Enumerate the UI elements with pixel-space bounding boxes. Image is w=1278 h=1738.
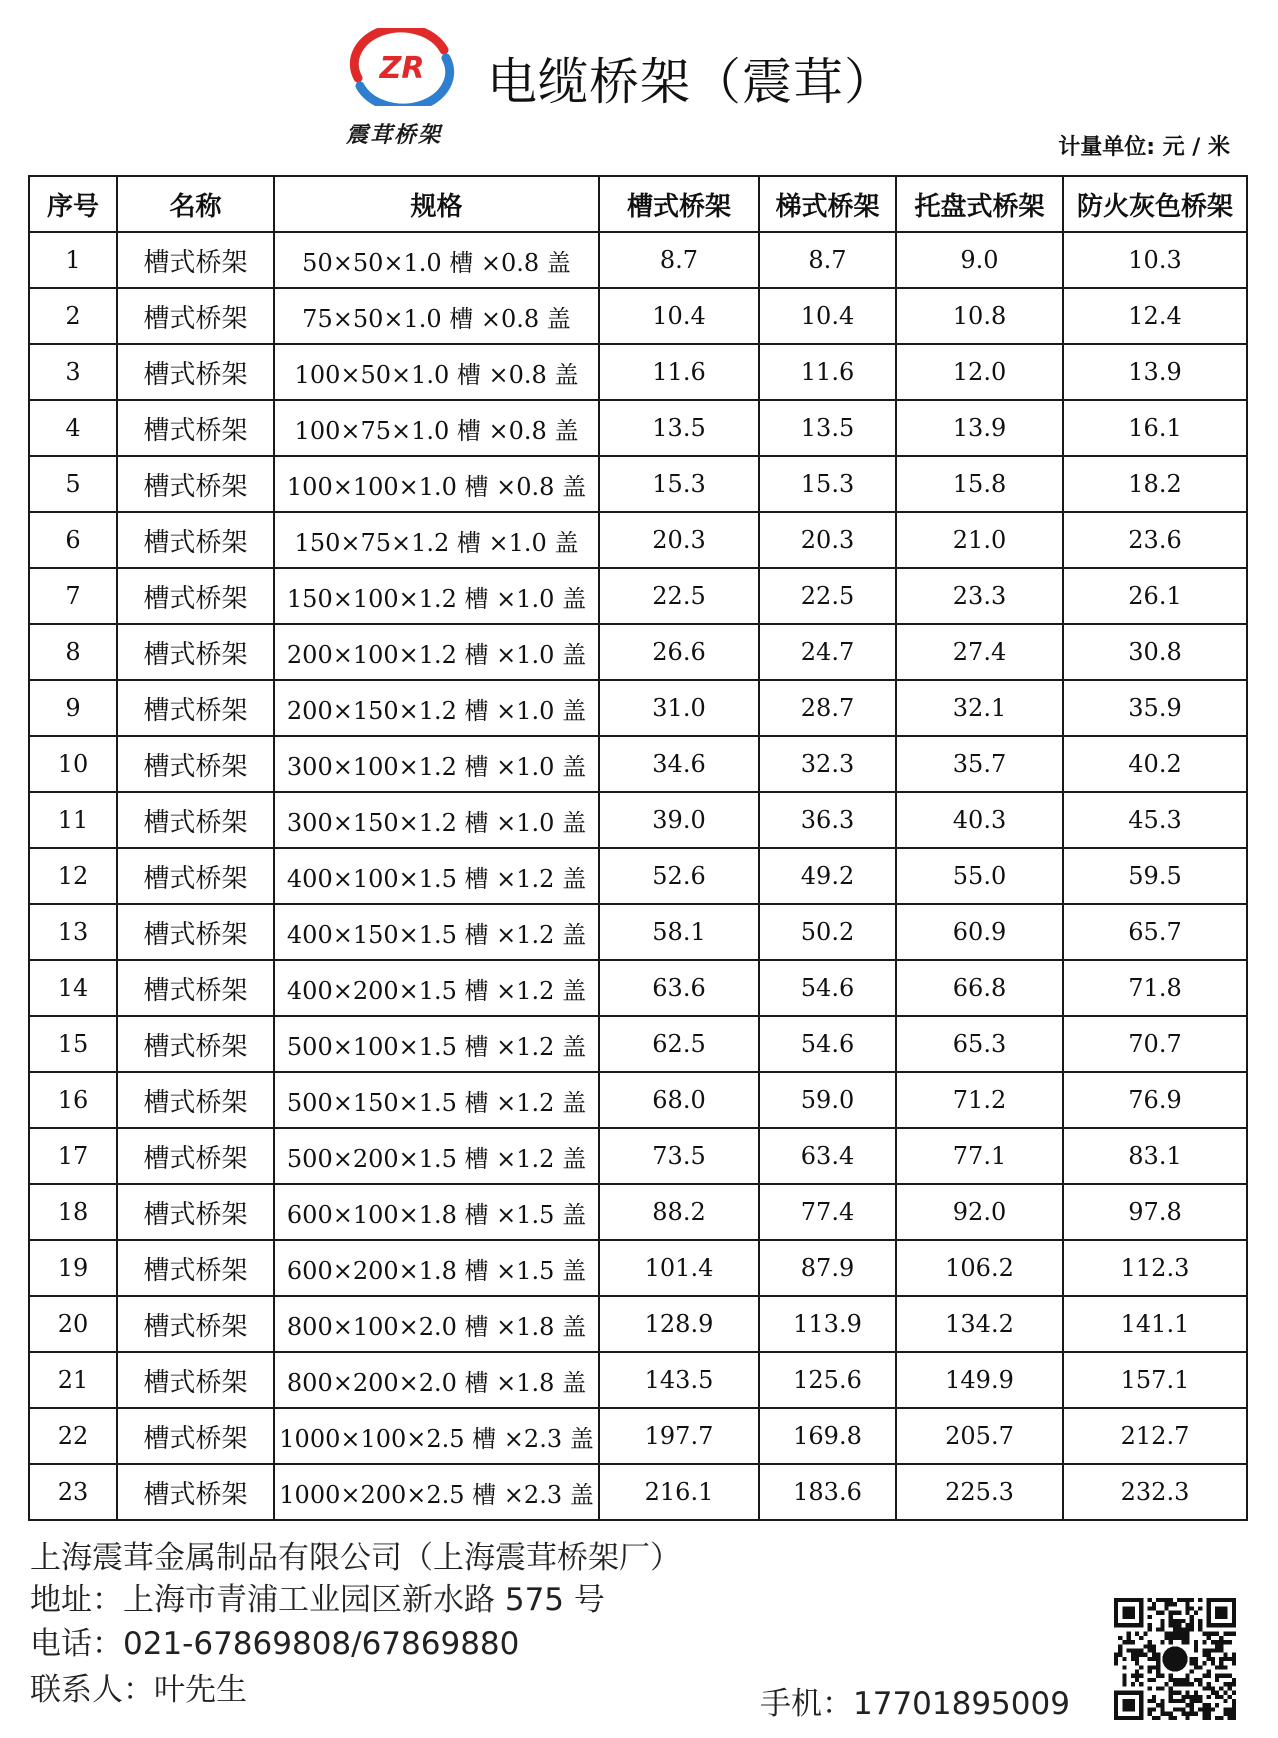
row-spec: 150×75×1.2 槽 ×1.0 盖 [274, 512, 599, 568]
row-fireproof-price: 23.6 [1063, 512, 1247, 568]
row-fireproof-price: 76.9 [1063, 1072, 1247, 1128]
row-index: 12 [29, 848, 117, 904]
table-row [29, 736, 1247, 792]
qr-code-icon [1114, 1598, 1236, 1720]
row-ladder-price: 36.3 [759, 792, 896, 848]
row-spec: 200×100×1.2 槽 ×1.0 盖 [274, 624, 599, 680]
row-ladder-price: 125.6 [759, 1352, 896, 1408]
row-perforated-price: 10.8 [896, 288, 1063, 344]
row-name: 槽式桥架 [117, 456, 274, 512]
row-spec: 600×200×1.8 槽 ×1.5 盖 [274, 1240, 599, 1296]
row-index: 16 [29, 1072, 117, 1128]
row-ladder-price: 77.4 [759, 1184, 896, 1240]
row-ladder-price: 28.7 [759, 680, 896, 736]
header-trough-tray: 槽式桥架 [599, 176, 759, 232]
row-index: 17 [29, 1128, 117, 1184]
row-index: 10 [29, 736, 117, 792]
table-row [29, 624, 1247, 680]
row-fireproof-price: 35.9 [1063, 680, 1247, 736]
row-name: 槽式桥架 [117, 680, 274, 736]
row-fireproof-price: 10.3 [1063, 232, 1247, 288]
row-index: 9 [29, 680, 117, 736]
row-ladder-price: 24.7 [759, 624, 896, 680]
logo-text: 震茸桥架 [346, 122, 443, 148]
row-spec: 1000×100×2.5 槽 ×2.3 盖 [274, 1408, 599, 1464]
row-fireproof-price: 97.8 [1063, 1184, 1247, 1240]
row-fireproof-price: 12.4 [1063, 288, 1247, 344]
row-name: 槽式桥架 [117, 1464, 274, 1520]
table-row [29, 904, 1247, 960]
row-name: 槽式桥架 [117, 792, 274, 848]
row-name: 槽式桥架 [117, 1240, 274, 1296]
row-fireproof-price: 18.2 [1063, 456, 1247, 512]
row-spec: 400×100×1.5 槽 ×1.2 盖 [274, 848, 599, 904]
price-table [28, 175, 1248, 1521]
row-fireproof-price: 40.2 [1063, 736, 1247, 792]
row-fireproof-price: 59.5 [1063, 848, 1247, 904]
row-perforated-price: 106.2 [896, 1240, 1063, 1296]
row-trough-price: 26.6 [599, 624, 759, 680]
table-row [29, 400, 1247, 456]
row-spec: 800×200×2.0 槽 ×1.8 盖 [274, 1352, 599, 1408]
table-row [29, 512, 1247, 568]
row-index: 11 [29, 792, 117, 848]
row-fireproof-price: 13.9 [1063, 344, 1247, 400]
company-name: 上海震茸金属制品有限公司（上海震茸桥架厂） [30, 1540, 681, 1576]
row-fireproof-price: 70.7 [1063, 1016, 1247, 1072]
row-fireproof-price: 16.1 [1063, 400, 1247, 456]
company-address: 地址：上海市青浦工业园区新水路 575 号 [30, 1582, 605, 1618]
header-index: 序号 [29, 176, 117, 232]
page-header [0, 0, 1278, 170]
row-name: 槽式桥架 [117, 232, 274, 288]
table-row [29, 1296, 1247, 1352]
row-trough-price: 62.5 [599, 1016, 759, 1072]
table-row [29, 568, 1247, 624]
row-fireproof-price: 212.7 [1063, 1408, 1247, 1464]
table-row [29, 1240, 1247, 1296]
row-trough-price: 128.9 [599, 1296, 759, 1352]
row-fireproof-price: 45.3 [1063, 792, 1247, 848]
row-fireproof-price: 71.8 [1063, 960, 1247, 1016]
row-index: 13 [29, 904, 117, 960]
row-perforated-price: 21.0 [896, 512, 1063, 568]
row-index: 1 [29, 232, 117, 288]
page-title: 电缆桥架（震茸） [487, 53, 895, 111]
row-ladder-price: 169.8 [759, 1408, 896, 1464]
table-row [29, 960, 1247, 1016]
row-ladder-price: 32.3 [759, 736, 896, 792]
row-trough-price: 88.2 [599, 1184, 759, 1240]
row-index: 5 [29, 456, 117, 512]
row-spec: 100×100×1.0 槽 ×0.8 盖 [274, 456, 599, 512]
row-spec: 1000×200×2.5 槽 ×2.3 盖 [274, 1464, 599, 1520]
row-perforated-price: 149.9 [896, 1352, 1063, 1408]
row-name: 槽式桥架 [117, 512, 274, 568]
table-row [29, 1464, 1247, 1520]
row-spec: 600×100×1.8 槽 ×1.5 盖 [274, 1184, 599, 1240]
row-perforated-price: 71.2 [896, 1072, 1063, 1128]
row-perforated-price: 12.0 [896, 344, 1063, 400]
table-row [29, 456, 1247, 512]
row-ladder-price: 15.3 [759, 456, 896, 512]
row-ladder-price: 183.6 [759, 1464, 896, 1520]
row-perforated-price: 35.7 [896, 736, 1063, 792]
row-name: 槽式桥架 [117, 568, 274, 624]
row-perforated-price: 55.0 [896, 848, 1063, 904]
table-body [29, 232, 1247, 1520]
row-name: 槽式桥架 [117, 1072, 274, 1128]
table-row [29, 680, 1247, 736]
row-spec: 400×150×1.5 槽 ×1.2 盖 [274, 904, 599, 960]
row-trough-price: 73.5 [599, 1128, 759, 1184]
row-ladder-price: 49.2 [759, 848, 896, 904]
row-spec: 100×50×1.0 槽 ×0.8 盖 [274, 344, 599, 400]
row-name: 槽式桥架 [117, 1184, 274, 1240]
row-perforated-price: 66.8 [896, 960, 1063, 1016]
row-ladder-price: 113.9 [759, 1296, 896, 1352]
row-trough-price: 13.5 [599, 400, 759, 456]
row-trough-price: 63.6 [599, 960, 759, 1016]
row-index: 4 [29, 400, 117, 456]
row-index: 20 [29, 1296, 117, 1352]
row-name: 槽式桥架 [117, 344, 274, 400]
header-fireproof-tray: 防火灰色桥架 [1063, 176, 1247, 232]
row-fireproof-price: 30.8 [1063, 624, 1247, 680]
row-perforated-price: 60.9 [896, 904, 1063, 960]
mobile-number: 手机：17701895009 [760, 1686, 1070, 1722]
row-name: 槽式桥架 [117, 960, 274, 1016]
row-index: 19 [29, 1240, 117, 1296]
row-trough-price: 197.7 [599, 1408, 759, 1464]
row-ladder-price: 50.2 [759, 904, 896, 960]
row-fireproof-price: 65.7 [1063, 904, 1247, 960]
header-ladder-tray: 梯式桥架 [759, 176, 896, 232]
row-fireproof-price: 112.3 [1063, 1240, 1247, 1296]
table-row [29, 344, 1247, 400]
table-row [29, 1128, 1247, 1184]
row-ladder-price: 54.6 [759, 1016, 896, 1072]
row-perforated-price: 32.1 [896, 680, 1063, 736]
row-ladder-price: 20.3 [759, 512, 896, 568]
row-perforated-price: 92.0 [896, 1184, 1063, 1240]
row-spec: 800×100×2.0 槽 ×1.8 盖 [274, 1296, 599, 1352]
row-spec: 500×150×1.5 槽 ×1.2 盖 [274, 1072, 599, 1128]
row-trough-price: 68.0 [599, 1072, 759, 1128]
row-perforated-price: 27.4 [896, 624, 1063, 680]
logo-mark: ZR [379, 51, 425, 86]
row-trough-price: 58.1 [599, 904, 759, 960]
row-ladder-price: 8.7 [759, 232, 896, 288]
contact-person: 联系人：叶先生 [30, 1672, 247, 1708]
row-index: 6 [29, 512, 117, 568]
row-perforated-price: 77.1 [896, 1128, 1063, 1184]
table-row [29, 1408, 1247, 1464]
row-index: 15 [29, 1016, 117, 1072]
row-ladder-price: 22.5 [759, 568, 896, 624]
row-trough-price: 15.3 [599, 456, 759, 512]
row-ladder-price: 11.6 [759, 344, 896, 400]
row-name: 槽式桥架 [117, 736, 274, 792]
company-phone: 电话：021-67869808/67869880 [30, 1626, 520, 1662]
row-index: 21 [29, 1352, 117, 1408]
row-spec: 400×200×1.5 槽 ×1.2 盖 [274, 960, 599, 1016]
row-index: 22 [29, 1408, 117, 1464]
row-spec: 300×100×1.2 槽 ×1.0 盖 [274, 736, 599, 792]
table-row [29, 1184, 1247, 1240]
row-name: 槽式桥架 [117, 1296, 274, 1352]
row-perforated-price: 9.0 [896, 232, 1063, 288]
row-index: 7 [29, 568, 117, 624]
row-perforated-price: 23.3 [896, 568, 1063, 624]
row-perforated-price: 40.3 [896, 792, 1063, 848]
row-trough-price: 10.4 [599, 288, 759, 344]
row-fireproof-price: 232.3 [1063, 1464, 1247, 1520]
header-perforated-tray: 托盘式桥架 [896, 176, 1063, 232]
table-header-row [29, 176, 1247, 232]
row-name: 槽式桥架 [117, 1352, 274, 1408]
row-name: 槽式桥架 [117, 1016, 274, 1072]
row-ladder-price: 59.0 [759, 1072, 896, 1128]
row-spec: 100×75×1.0 槽 ×0.8 盖 [274, 400, 599, 456]
row-ladder-price: 13.5 [759, 400, 896, 456]
row-spec: 200×150×1.2 槽 ×1.0 盖 [274, 680, 599, 736]
row-index: 18 [29, 1184, 117, 1240]
header-name: 名称 [117, 176, 274, 232]
row-trough-price: 22.5 [599, 568, 759, 624]
unit-note: 计量单位: 元 / 米 [1058, 135, 1230, 160]
row-ladder-price: 87.9 [759, 1240, 896, 1296]
row-perforated-price: 225.3 [896, 1464, 1063, 1520]
row-index: 3 [29, 344, 117, 400]
row-spec: 500×100×1.5 槽 ×1.2 盖 [274, 1016, 599, 1072]
row-index: 14 [29, 960, 117, 1016]
row-spec: 50×50×1.0 槽 ×0.8 盖 [274, 232, 599, 288]
table-row [29, 232, 1247, 288]
row-ladder-price: 10.4 [759, 288, 896, 344]
row-trough-price: 101.4 [599, 1240, 759, 1296]
row-trough-price: 39.0 [599, 792, 759, 848]
table-row [29, 1072, 1247, 1128]
row-name: 槽式桥架 [117, 848, 274, 904]
row-trough-price: 52.6 [599, 848, 759, 904]
row-fireproof-price: 26.1 [1063, 568, 1247, 624]
row-trough-price: 143.5 [599, 1352, 759, 1408]
row-spec: 75×50×1.0 槽 ×0.8 盖 [274, 288, 599, 344]
table-row [29, 792, 1247, 848]
row-perforated-price: 205.7 [896, 1408, 1063, 1464]
row-perforated-price: 13.9 [896, 400, 1063, 456]
row-name: 槽式桥架 [117, 624, 274, 680]
row-name: 槽式桥架 [117, 400, 274, 456]
row-trough-price: 34.6 [599, 736, 759, 792]
table-row [29, 848, 1247, 904]
row-index: 23 [29, 1464, 117, 1520]
row-trough-price: 20.3 [599, 512, 759, 568]
row-spec: 300×150×1.2 槽 ×1.0 盖 [274, 792, 599, 848]
row-perforated-price: 134.2 [896, 1296, 1063, 1352]
row-name: 槽式桥架 [117, 1408, 274, 1464]
row-ladder-price: 54.6 [759, 960, 896, 1016]
row-trough-price: 8.7 [599, 232, 759, 288]
row-perforated-price: 15.8 [896, 456, 1063, 512]
row-name: 槽式桥架 [117, 288, 274, 344]
row-perforated-price: 65.3 [896, 1016, 1063, 1072]
header-spec: 规格 [274, 176, 599, 232]
row-trough-price: 216.1 [599, 1464, 759, 1520]
row-name: 槽式桥架 [117, 1128, 274, 1184]
row-name: 槽式桥架 [117, 904, 274, 960]
row-index: 2 [29, 288, 117, 344]
table-row [29, 1016, 1247, 1072]
row-fireproof-price: 141.1 [1063, 1296, 1247, 1352]
row-fireproof-price: 157.1 [1063, 1352, 1247, 1408]
company-logo [348, 28, 456, 106]
table-row [29, 1352, 1247, 1408]
row-spec: 150×100×1.2 槽 ×1.0 盖 [274, 568, 599, 624]
row-spec: 500×200×1.5 槽 ×1.2 盖 [274, 1128, 599, 1184]
row-fireproof-price: 83.1 [1063, 1128, 1247, 1184]
row-trough-price: 11.6 [599, 344, 759, 400]
table-row [29, 288, 1247, 344]
row-ladder-price: 63.4 [759, 1128, 896, 1184]
row-trough-price: 31.0 [599, 680, 759, 736]
row-index: 8 [29, 624, 117, 680]
